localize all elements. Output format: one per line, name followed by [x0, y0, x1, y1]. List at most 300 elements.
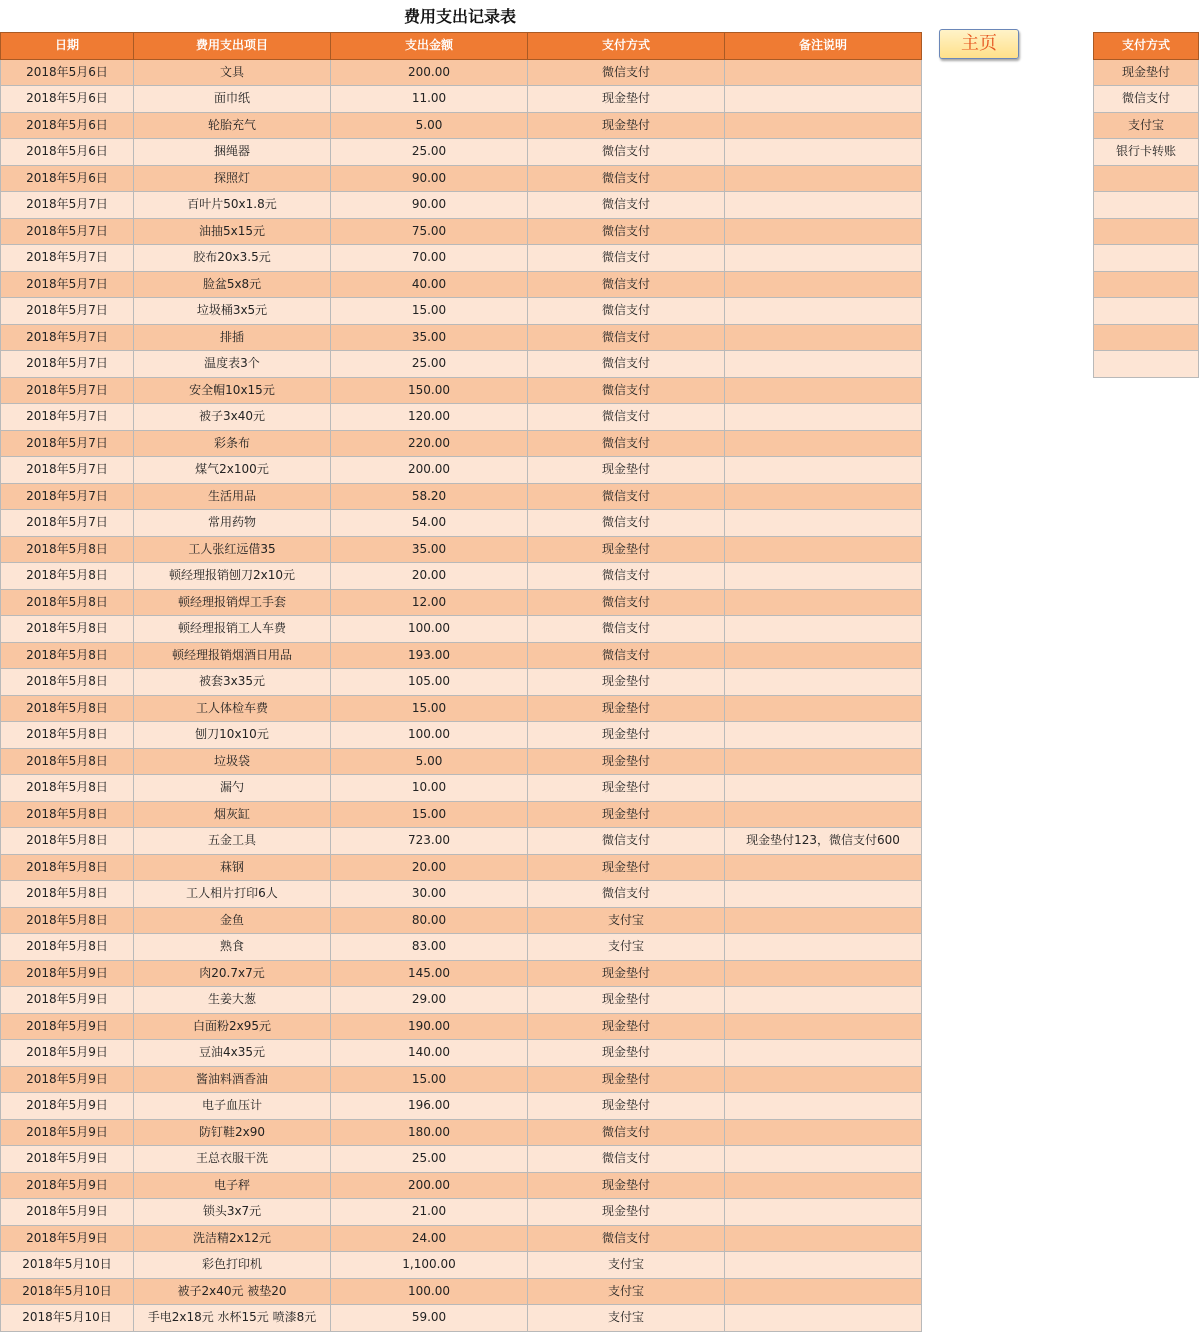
note-cell[interactable]	[725, 642, 922, 669]
payment-method-cell[interactable]	[1094, 192, 1199, 219]
amount-cell[interactable]: 21.00	[331, 1199, 528, 1226]
item-cell[interactable]: 工人体检车费	[134, 695, 331, 722]
payment-row	[1094, 245, 1199, 272]
note-cell[interactable]	[725, 457, 922, 484]
note-cell[interactable]	[725, 59, 922, 86]
date-cell[interactable]: 2018年5月8日	[1, 934, 134, 961]
note-cell[interactable]	[725, 907, 922, 934]
date-cell[interactable]: 2018年5月7日	[1, 351, 134, 378]
payment-cell[interactable]: 微信支付	[528, 642, 725, 669]
note-cell[interactable]	[725, 430, 922, 457]
date-cell[interactable]: 2018年5月8日	[1, 536, 134, 563]
note-cell[interactable]	[725, 510, 922, 537]
amount-cell[interactable]: 25.00	[331, 351, 528, 378]
payment-cell[interactable]: 微信支付	[528, 245, 725, 272]
header-payment[interactable]: 支付方式	[528, 33, 725, 60]
note-cell[interactable]	[725, 112, 922, 139]
amount-cell[interactable]: 1,100.00	[331, 1252, 528, 1279]
item-cell[interactable]: 顿经理报销工人车费	[134, 616, 331, 643]
item-cell[interactable]: 烟灰缸	[134, 801, 331, 828]
table-row	[1, 616, 922, 643]
note-cell[interactable]	[725, 1199, 922, 1226]
date-cell[interactable]: 2018年5月8日	[1, 722, 134, 749]
payment-cell[interactable]: 支付宝	[528, 1278, 725, 1305]
amount-cell[interactable]: 150.00	[331, 377, 528, 404]
item-cell[interactable]: 电子秤	[134, 1172, 331, 1199]
payment-method-cell[interactable]	[1094, 298, 1199, 325]
date-cell[interactable]: 2018年5月9日	[1, 1146, 134, 1173]
item-cell[interactable]: 工人张红远借35	[134, 536, 331, 563]
payment-row	[1094, 86, 1199, 113]
note-cell[interactable]	[725, 775, 922, 802]
table-row	[1, 775, 922, 802]
amount-cell[interactable]: 140.00	[331, 1040, 528, 1067]
date-cell[interactable]: 2018年5月9日	[1, 1066, 134, 1093]
amount-cell[interactable]: 11.00	[331, 86, 528, 113]
payment-row	[1094, 139, 1199, 166]
item-cell[interactable]: 彩条布	[134, 430, 331, 457]
payment-cell[interactable]: 现金垫付	[528, 536, 725, 563]
item-cell[interactable]: 生姜大葱	[134, 987, 331, 1014]
payment-cell[interactable]: 微信支付	[528, 139, 725, 166]
amount-cell[interactable]: 15.00	[331, 695, 528, 722]
note-cell[interactable]	[725, 192, 922, 219]
item-cell[interactable]: 排插	[134, 324, 331, 351]
table-row	[1, 404, 922, 431]
amount-cell[interactable]: 100.00	[331, 722, 528, 749]
amount-cell[interactable]: 120.00	[331, 404, 528, 431]
table-row	[1, 934, 922, 961]
payment-cell[interactable]: 微信支付	[528, 483, 725, 510]
amount-cell[interactable]: 100.00	[331, 616, 528, 643]
payment-cell[interactable]: 现金垫付	[528, 748, 725, 775]
payment-cell[interactable]: 支付宝	[528, 1252, 725, 1279]
amount-cell[interactable]: 200.00	[331, 457, 528, 484]
payment-cell[interactable]: 现金垫付	[528, 669, 725, 696]
amount-cell[interactable]: 12.00	[331, 589, 528, 616]
date-cell[interactable]: 2018年5月6日	[1, 112, 134, 139]
amount-cell[interactable]: 5.00	[331, 112, 528, 139]
payment-header-row	[1094, 33, 1199, 60]
item-cell[interactable]: 电子血压计	[134, 1093, 331, 1120]
item-cell[interactable]: 文具	[134, 59, 331, 86]
item-cell[interactable]: 胶布20x3.5元	[134, 245, 331, 272]
payment-method-cell[interactable]	[1094, 324, 1199, 351]
item-cell[interactable]: 油抽5x15元	[134, 218, 331, 245]
amount-cell[interactable]: 193.00	[331, 642, 528, 669]
date-cell[interactable]: 2018年5月10日	[1, 1305, 134, 1332]
date-cell[interactable]: 2018年5月9日	[1, 987, 134, 1014]
date-cell[interactable]: 2018年5月8日	[1, 669, 134, 696]
item-cell[interactable]: 酱油料酒香油	[134, 1066, 331, 1093]
payment-cell[interactable]: 现金垫付	[528, 775, 725, 802]
date-cell[interactable]: 2018年5月7日	[1, 298, 134, 325]
amount-cell[interactable]: 15.00	[331, 298, 528, 325]
item-cell[interactable]: 漏勺	[134, 775, 331, 802]
amount-cell[interactable]: 30.00	[331, 881, 528, 908]
note-cell[interactable]	[725, 1013, 922, 1040]
payment-cell[interactable]: 现金垫付	[528, 86, 725, 113]
payment-cell[interactable]: 现金垫付	[528, 1093, 725, 1120]
payment-cell[interactable]: 现金垫付	[528, 1013, 725, 1040]
amount-cell[interactable]: 180.00	[331, 1119, 528, 1146]
amount-cell[interactable]: 20.00	[331, 563, 528, 590]
header-row	[1, 33, 922, 60]
amount-cell[interactable]: 83.00	[331, 934, 528, 961]
table-row	[1, 165, 922, 192]
item-cell[interactable]: 常用药物	[134, 510, 331, 537]
table-row	[1, 563, 922, 590]
payment-cell[interactable]: 现金垫付	[528, 722, 725, 749]
payment-cell[interactable]: 现金垫付	[528, 112, 725, 139]
note-cell[interactable]: 现金垫付123，微信支付600	[725, 828, 922, 855]
item-cell[interactable]: 顿经理报销烟酒日用品	[134, 642, 331, 669]
amount-cell[interactable]: 25.00	[331, 139, 528, 166]
note-cell[interactable]	[725, 1040, 922, 1067]
table-row	[1, 854, 922, 881]
item-cell[interactable]: 王总衣服干洗	[134, 1146, 331, 1173]
item-cell[interactable]: 安全帽10x15元	[134, 377, 331, 404]
table-row	[1, 1013, 922, 1040]
date-cell[interactable]: 2018年5月8日	[1, 616, 134, 643]
date-cell[interactable]: 2018年5月7日	[1, 457, 134, 484]
amount-cell[interactable]: 90.00	[331, 192, 528, 219]
payment-cell[interactable]: 支付宝	[528, 934, 725, 961]
date-cell[interactable]: 2018年5月8日	[1, 748, 134, 775]
payment-method-cell[interactable]: 微信支付	[1094, 86, 1199, 113]
amount-cell[interactable]: 15.00	[331, 801, 528, 828]
note-cell[interactable]	[725, 1066, 922, 1093]
date-cell[interactable]: 2018年5月9日	[1, 1119, 134, 1146]
amount-cell[interactable]: 100.00	[331, 1278, 528, 1305]
amount-cell[interactable]: 145.00	[331, 960, 528, 987]
date-cell[interactable]: 2018年5月7日	[1, 483, 134, 510]
date-cell[interactable]: 2018年5月6日	[1, 139, 134, 166]
payment-row	[1094, 351, 1199, 378]
amount-cell[interactable]: 90.00	[331, 165, 528, 192]
header-amount[interactable]: 支出金额	[331, 33, 528, 60]
payment-cell[interactable]: 现金垫付	[528, 1040, 725, 1067]
table-row	[1, 377, 922, 404]
payment-method-cell[interactable]	[1094, 271, 1199, 298]
note-cell[interactable]	[725, 351, 922, 378]
note-cell[interactable]	[725, 1252, 922, 1279]
item-cell[interactable]: 洗洁精2x12元	[134, 1225, 331, 1252]
note-cell[interactable]	[725, 377, 922, 404]
item-cell[interactable]: 熟食	[134, 934, 331, 961]
payment-method-cell[interactable]	[1094, 165, 1199, 192]
amount-cell[interactable]: 196.00	[331, 1093, 528, 1120]
payment-method-cell[interactable]: 支付宝	[1094, 112, 1199, 139]
payment-cell[interactable]: 现金垫付	[528, 457, 725, 484]
payment-cell[interactable]: 微信支付	[528, 298, 725, 325]
payment-method-cell[interactable]: 现金垫付	[1094, 59, 1199, 86]
date-cell[interactable]: 2018年5月8日	[1, 881, 134, 908]
payment-cell[interactable]: 微信支付	[528, 192, 725, 219]
item-cell[interactable]: 肉20.7x7元	[134, 960, 331, 987]
item-cell[interactable]: 豆油4x35元	[134, 1040, 331, 1067]
payment-cell[interactable]: 微信支付	[528, 377, 725, 404]
amount-cell[interactable]: 15.00	[331, 1066, 528, 1093]
table-row	[1, 642, 922, 669]
payment-cell[interactable]: 现金垫付	[528, 801, 725, 828]
payment-cell[interactable]: 现金垫付	[528, 1172, 725, 1199]
item-cell[interactable]: 被子3x40元	[134, 404, 331, 431]
date-cell[interactable]: 2018年5月8日	[1, 854, 134, 881]
date-cell[interactable]: 2018年5月9日	[1, 960, 134, 987]
payment-cell[interactable]: 现金垫付	[528, 960, 725, 987]
amount-cell[interactable]: 59.00	[331, 1305, 528, 1332]
table-row	[1, 669, 922, 696]
payment-cell[interactable]: 支付宝	[528, 1305, 725, 1332]
amount-cell[interactable]: 40.00	[331, 271, 528, 298]
payment-cell[interactable]: 现金垫付	[528, 854, 725, 881]
date-cell[interactable]: 2018年5月7日	[1, 430, 134, 457]
table-row	[1, 139, 922, 166]
amount-cell[interactable]: 10.00	[331, 775, 528, 802]
item-cell[interactable]: 防钉鞋2x90	[134, 1119, 331, 1146]
date-cell[interactable]: 2018年5月8日	[1, 801, 134, 828]
table-row	[1, 907, 922, 934]
item-cell[interactable]: 顿经理报销刨刀2x10元	[134, 563, 331, 590]
header-note[interactable]: 备注说明	[725, 33, 922, 60]
payment-cell[interactable]: 微信支付	[528, 828, 725, 855]
note-cell[interactable]	[725, 722, 922, 749]
note-cell[interactable]	[725, 298, 922, 325]
note-cell[interactable]	[725, 695, 922, 722]
amount-cell[interactable]: 35.00	[331, 324, 528, 351]
date-cell[interactable]: 2018年5月9日	[1, 1172, 134, 1199]
table-row	[1, 960, 922, 987]
date-cell[interactable]: 2018年5月9日	[1, 1225, 134, 1252]
payment-cell[interactable]: 现金垫付	[528, 695, 725, 722]
amount-cell[interactable]: 58.20	[331, 483, 528, 510]
note-cell[interactable]	[725, 589, 922, 616]
note-cell[interactable]	[725, 1305, 922, 1332]
table-row	[1, 881, 922, 908]
note-cell[interactable]	[725, 801, 922, 828]
amount-cell[interactable]: 200.00	[331, 1172, 528, 1199]
date-cell[interactable]: 2018年5月7日	[1, 404, 134, 431]
table-row	[1, 1146, 922, 1173]
item-cell[interactable]: 金鱼	[134, 907, 331, 934]
amount-cell[interactable]: 24.00	[331, 1225, 528, 1252]
header-item[interactable]: 费用支出项目	[134, 33, 331, 60]
date-cell[interactable]: 2018年5月6日	[1, 86, 134, 113]
item-cell[interactable]: 五金工具	[134, 828, 331, 855]
payment-cell[interactable]: 微信支付	[528, 404, 725, 431]
date-cell[interactable]: 2018年5月7日	[1, 271, 134, 298]
table-row	[1, 510, 922, 537]
table-row	[1, 192, 922, 219]
table-row	[1, 1252, 922, 1279]
table-row	[1, 1093, 922, 1120]
note-cell[interactable]	[725, 271, 922, 298]
note-cell[interactable]	[725, 854, 922, 881]
date-cell[interactable]: 2018年5月8日	[1, 775, 134, 802]
amount-cell[interactable]: 5.00	[331, 748, 528, 775]
amount-cell[interactable]: 220.00	[331, 430, 528, 457]
date-cell[interactable]: 2018年5月9日	[1, 1093, 134, 1120]
note-cell[interactable]	[725, 1172, 922, 1199]
note-cell[interactable]	[725, 960, 922, 987]
payment-method-cell[interactable]	[1094, 245, 1199, 272]
date-cell[interactable]: 2018年5月8日	[1, 907, 134, 934]
table-row	[1, 1225, 922, 1252]
amount-cell[interactable]: 723.00	[331, 828, 528, 855]
item-cell[interactable]: 百叶片50x1.8元	[134, 192, 331, 219]
item-cell[interactable]: 温度表3个	[134, 351, 331, 378]
note-cell[interactable]	[725, 483, 922, 510]
item-cell[interactable]: 被子2x40元 被垫20	[134, 1278, 331, 1305]
payment-cell[interactable]: 微信支付	[528, 563, 725, 590]
note-cell[interactable]	[725, 1146, 922, 1173]
amount-cell[interactable]: 54.00	[331, 510, 528, 537]
payment-cell[interactable]: 微信支付	[528, 165, 725, 192]
date-cell[interactable]: 2018年5月8日	[1, 828, 134, 855]
payment-cell[interactable]: 微信支付	[528, 59, 725, 86]
date-cell[interactable]: 2018年5月8日	[1, 589, 134, 616]
date-cell[interactable]: 2018年5月7日	[1, 218, 134, 245]
payment-cell[interactable]: 支付宝	[528, 907, 725, 934]
date-cell[interactable]: 2018年5月9日	[1, 1040, 134, 1067]
table-row	[1, 801, 922, 828]
item-cell[interactable]: 顿经理报销焊工手套	[134, 589, 331, 616]
date-cell[interactable]: 2018年5月7日	[1, 510, 134, 537]
note-cell[interactable]	[725, 404, 922, 431]
date-cell[interactable]: 2018年5月8日	[1, 563, 134, 590]
amount-cell[interactable]: 35.00	[331, 536, 528, 563]
table-row	[1, 987, 922, 1014]
date-cell[interactable]: 2018年5月7日	[1, 324, 134, 351]
item-cell[interactable]: 垃圾袋	[134, 748, 331, 775]
item-cell[interactable]: 锁头3x7元	[134, 1199, 331, 1226]
amount-cell[interactable]: 75.00	[331, 218, 528, 245]
amount-cell[interactable]: 25.00	[331, 1146, 528, 1173]
item-cell[interactable]: 煤气2x100元	[134, 457, 331, 484]
payment-cell[interactable]: 微信支付	[528, 1146, 725, 1173]
item-cell[interactable]: 生活用品	[134, 483, 331, 510]
payment-cell[interactable]: 微信支付	[528, 351, 725, 378]
header-date[interactable]: 日期	[1, 33, 134, 60]
date-cell[interactable]: 2018年5月10日	[1, 1278, 134, 1305]
home-button[interactable]: 主页	[939, 29, 1019, 59]
payment-cell[interactable]: 微信支付	[528, 881, 725, 908]
date-cell[interactable]: 2018年5月7日	[1, 245, 134, 272]
note-cell[interactable]	[725, 1119, 922, 1146]
payment-cell[interactable]: 微信支付	[528, 324, 725, 351]
amount-cell[interactable]: 190.00	[331, 1013, 528, 1040]
payment-cell[interactable]: 现金垫付	[528, 1066, 725, 1093]
note-cell[interactable]	[725, 1093, 922, 1120]
amount-cell[interactable]: 105.00	[331, 669, 528, 696]
note-cell[interactable]	[725, 1278, 922, 1305]
note-cell[interactable]	[725, 669, 922, 696]
note-cell[interactable]	[725, 748, 922, 775]
payment-cell[interactable]: 微信支付	[528, 589, 725, 616]
payment-row	[1094, 112, 1199, 139]
payment-header[interactable]: 支付方式	[1094, 33, 1199, 60]
item-cell[interactable]: 菻钢	[134, 854, 331, 881]
payment-cell[interactable]: 微信支付	[528, 218, 725, 245]
item-cell[interactable]: 脸盆5x8元	[134, 271, 331, 298]
amount-cell[interactable]: 29.00	[331, 987, 528, 1014]
payment-cell[interactable]: 微信支付	[528, 271, 725, 298]
payment-cell[interactable]: 微信支付	[528, 1225, 725, 1252]
table-row	[1, 298, 922, 325]
payment-cell[interactable]: 微信支付	[528, 430, 725, 457]
note-cell[interactable]	[725, 563, 922, 590]
payment-row	[1094, 165, 1199, 192]
payment-cell[interactable]: 微信支付	[528, 1119, 725, 1146]
date-cell[interactable]: 2018年5月10日	[1, 1252, 134, 1279]
table-row	[1, 324, 922, 351]
note-cell[interactable]	[725, 139, 922, 166]
table-row	[1, 1040, 922, 1067]
note-cell[interactable]	[725, 218, 922, 245]
amount-cell[interactable]: 80.00	[331, 907, 528, 934]
item-cell[interactable]: 白面粉2x95元	[134, 1013, 331, 1040]
expense-table	[0, 32, 922, 1332]
item-cell[interactable]: 垃圾桶3x5元	[134, 298, 331, 325]
table-row	[1, 1119, 922, 1146]
item-cell[interactable]: 彩色打印机	[134, 1252, 331, 1279]
table-row	[1, 483, 922, 510]
amount-cell[interactable]: 20.00	[331, 854, 528, 881]
date-cell[interactable]: 2018年5月8日	[1, 695, 134, 722]
table-row	[1, 112, 922, 139]
amount-cell[interactable]: 200.00	[331, 59, 528, 86]
table-row	[1, 1305, 922, 1332]
item-cell[interactable]: 刨刀10x10元	[134, 722, 331, 749]
item-cell[interactable]: 面巾纸	[134, 86, 331, 113]
amount-cell[interactable]: 70.00	[331, 245, 528, 272]
note-cell[interactable]	[725, 245, 922, 272]
payment-cell[interactable]: 现金垫付	[528, 987, 725, 1014]
payment-method-cell[interactable]: 银行卡转账	[1094, 139, 1199, 166]
date-cell[interactable]: 2018年5月6日	[1, 165, 134, 192]
item-cell[interactable]: 轮胎充气	[134, 112, 331, 139]
date-cell[interactable]: 2018年5月9日	[1, 1199, 134, 1226]
date-cell[interactable]: 2018年5月8日	[1, 642, 134, 669]
item-cell[interactable]: 手电2x18元 水杯15元 喷漆8元	[134, 1305, 331, 1332]
note-cell[interactable]	[725, 616, 922, 643]
note-cell[interactable]	[725, 165, 922, 192]
item-cell[interactable]: 探照灯	[134, 165, 331, 192]
payment-method-cell[interactable]	[1094, 351, 1199, 378]
item-cell[interactable]: 工人相片打印6人	[134, 881, 331, 908]
payment-method-cell[interactable]	[1094, 218, 1199, 245]
item-cell[interactable]: 被套3x35元	[134, 669, 331, 696]
payment-cell[interactable]: 微信支付	[528, 510, 725, 537]
date-cell[interactable]: 2018年5月6日	[1, 59, 134, 86]
note-cell[interactable]	[725, 1225, 922, 1252]
note-cell[interactable]	[725, 881, 922, 908]
note-cell[interactable]	[725, 934, 922, 961]
note-cell[interactable]	[725, 86, 922, 113]
payment-cell[interactable]: 微信支付	[528, 616, 725, 643]
table-row	[1, 1278, 922, 1305]
note-cell[interactable]	[725, 324, 922, 351]
table-row	[1, 245, 922, 272]
item-cell[interactable]: 捆绳器	[134, 139, 331, 166]
note-cell[interactable]	[725, 987, 922, 1014]
date-cell[interactable]: 2018年5月7日	[1, 192, 134, 219]
date-cell[interactable]: 2018年5月9日	[1, 1013, 134, 1040]
date-cell[interactable]: 2018年5月7日	[1, 377, 134, 404]
note-cell[interactable]	[725, 536, 922, 563]
payment-cell[interactable]: 现金垫付	[528, 1199, 725, 1226]
